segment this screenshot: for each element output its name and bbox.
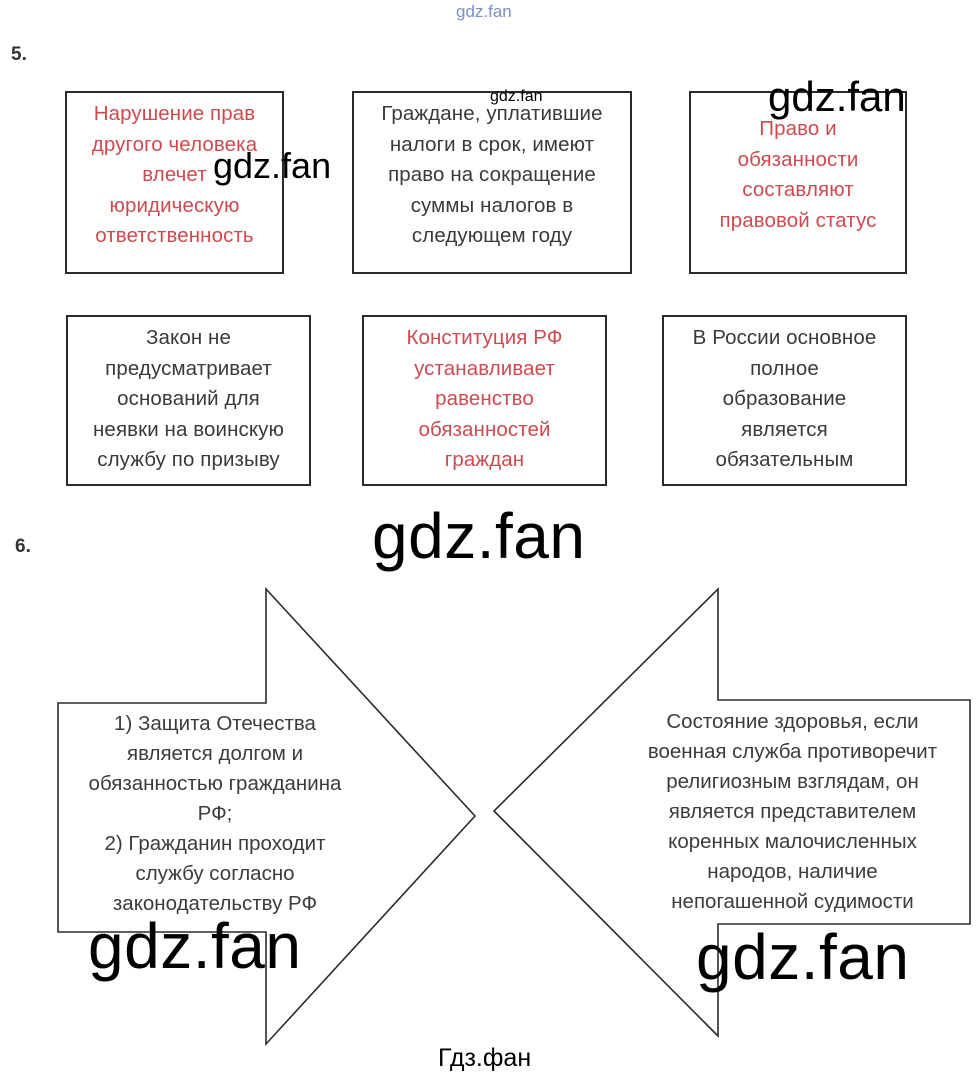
watermark-left-arrow: gdz.fan <box>88 910 302 982</box>
statement-text-3: Право и обязанности составляют правовой статус <box>719 117 877 232</box>
watermark-box-1: gdz.fan <box>213 145 332 186</box>
statement-text-4: Закон не предусматривает оснований для неявки на воинскую службу по призыву <box>93 326 284 471</box>
watermark-box-3: gdz.fan <box>768 73 906 120</box>
footer-watermark: Гдз.фан <box>438 1044 532 1072</box>
statement-text-1: Нарушение прав другого человека влечет юридическую ответственность <box>91 102 258 247</box>
watermark-center: gdz.fan <box>372 500 586 572</box>
statement-text-2: Граждане, уплатившие налоги в срок, имеют право на сокращение суммы налогов в следующем году <box>381 102 603 247</box>
watermark-box-2: gdz.fan <box>490 88 543 105</box>
left-arrow-text: 1) Защита Отечества является долгом и обязанностью гражданина РФ; 2) Гражданин проходит службу согласно законодательству РФ <box>88 712 342 915</box>
task-5-number: 5. <box>11 44 27 65</box>
watermark-right-arrow: gdz.fan <box>696 921 910 993</box>
watermark-top: gdz.fan <box>456 2 512 21</box>
right-arrow-text: Состояние здоровья, если военная служба противоречит религиозным взглядам, он является представителем коренных малочисленных народов, наличие непогашенной судимости <box>647 710 938 913</box>
statement-text-5: Конституция РФ устанавливает равенство обязанностей граждан <box>406 326 563 471</box>
statement-text-6: В России основное полное образование является обязательным <box>692 326 877 471</box>
task-6-number: 6. <box>15 536 31 557</box>
